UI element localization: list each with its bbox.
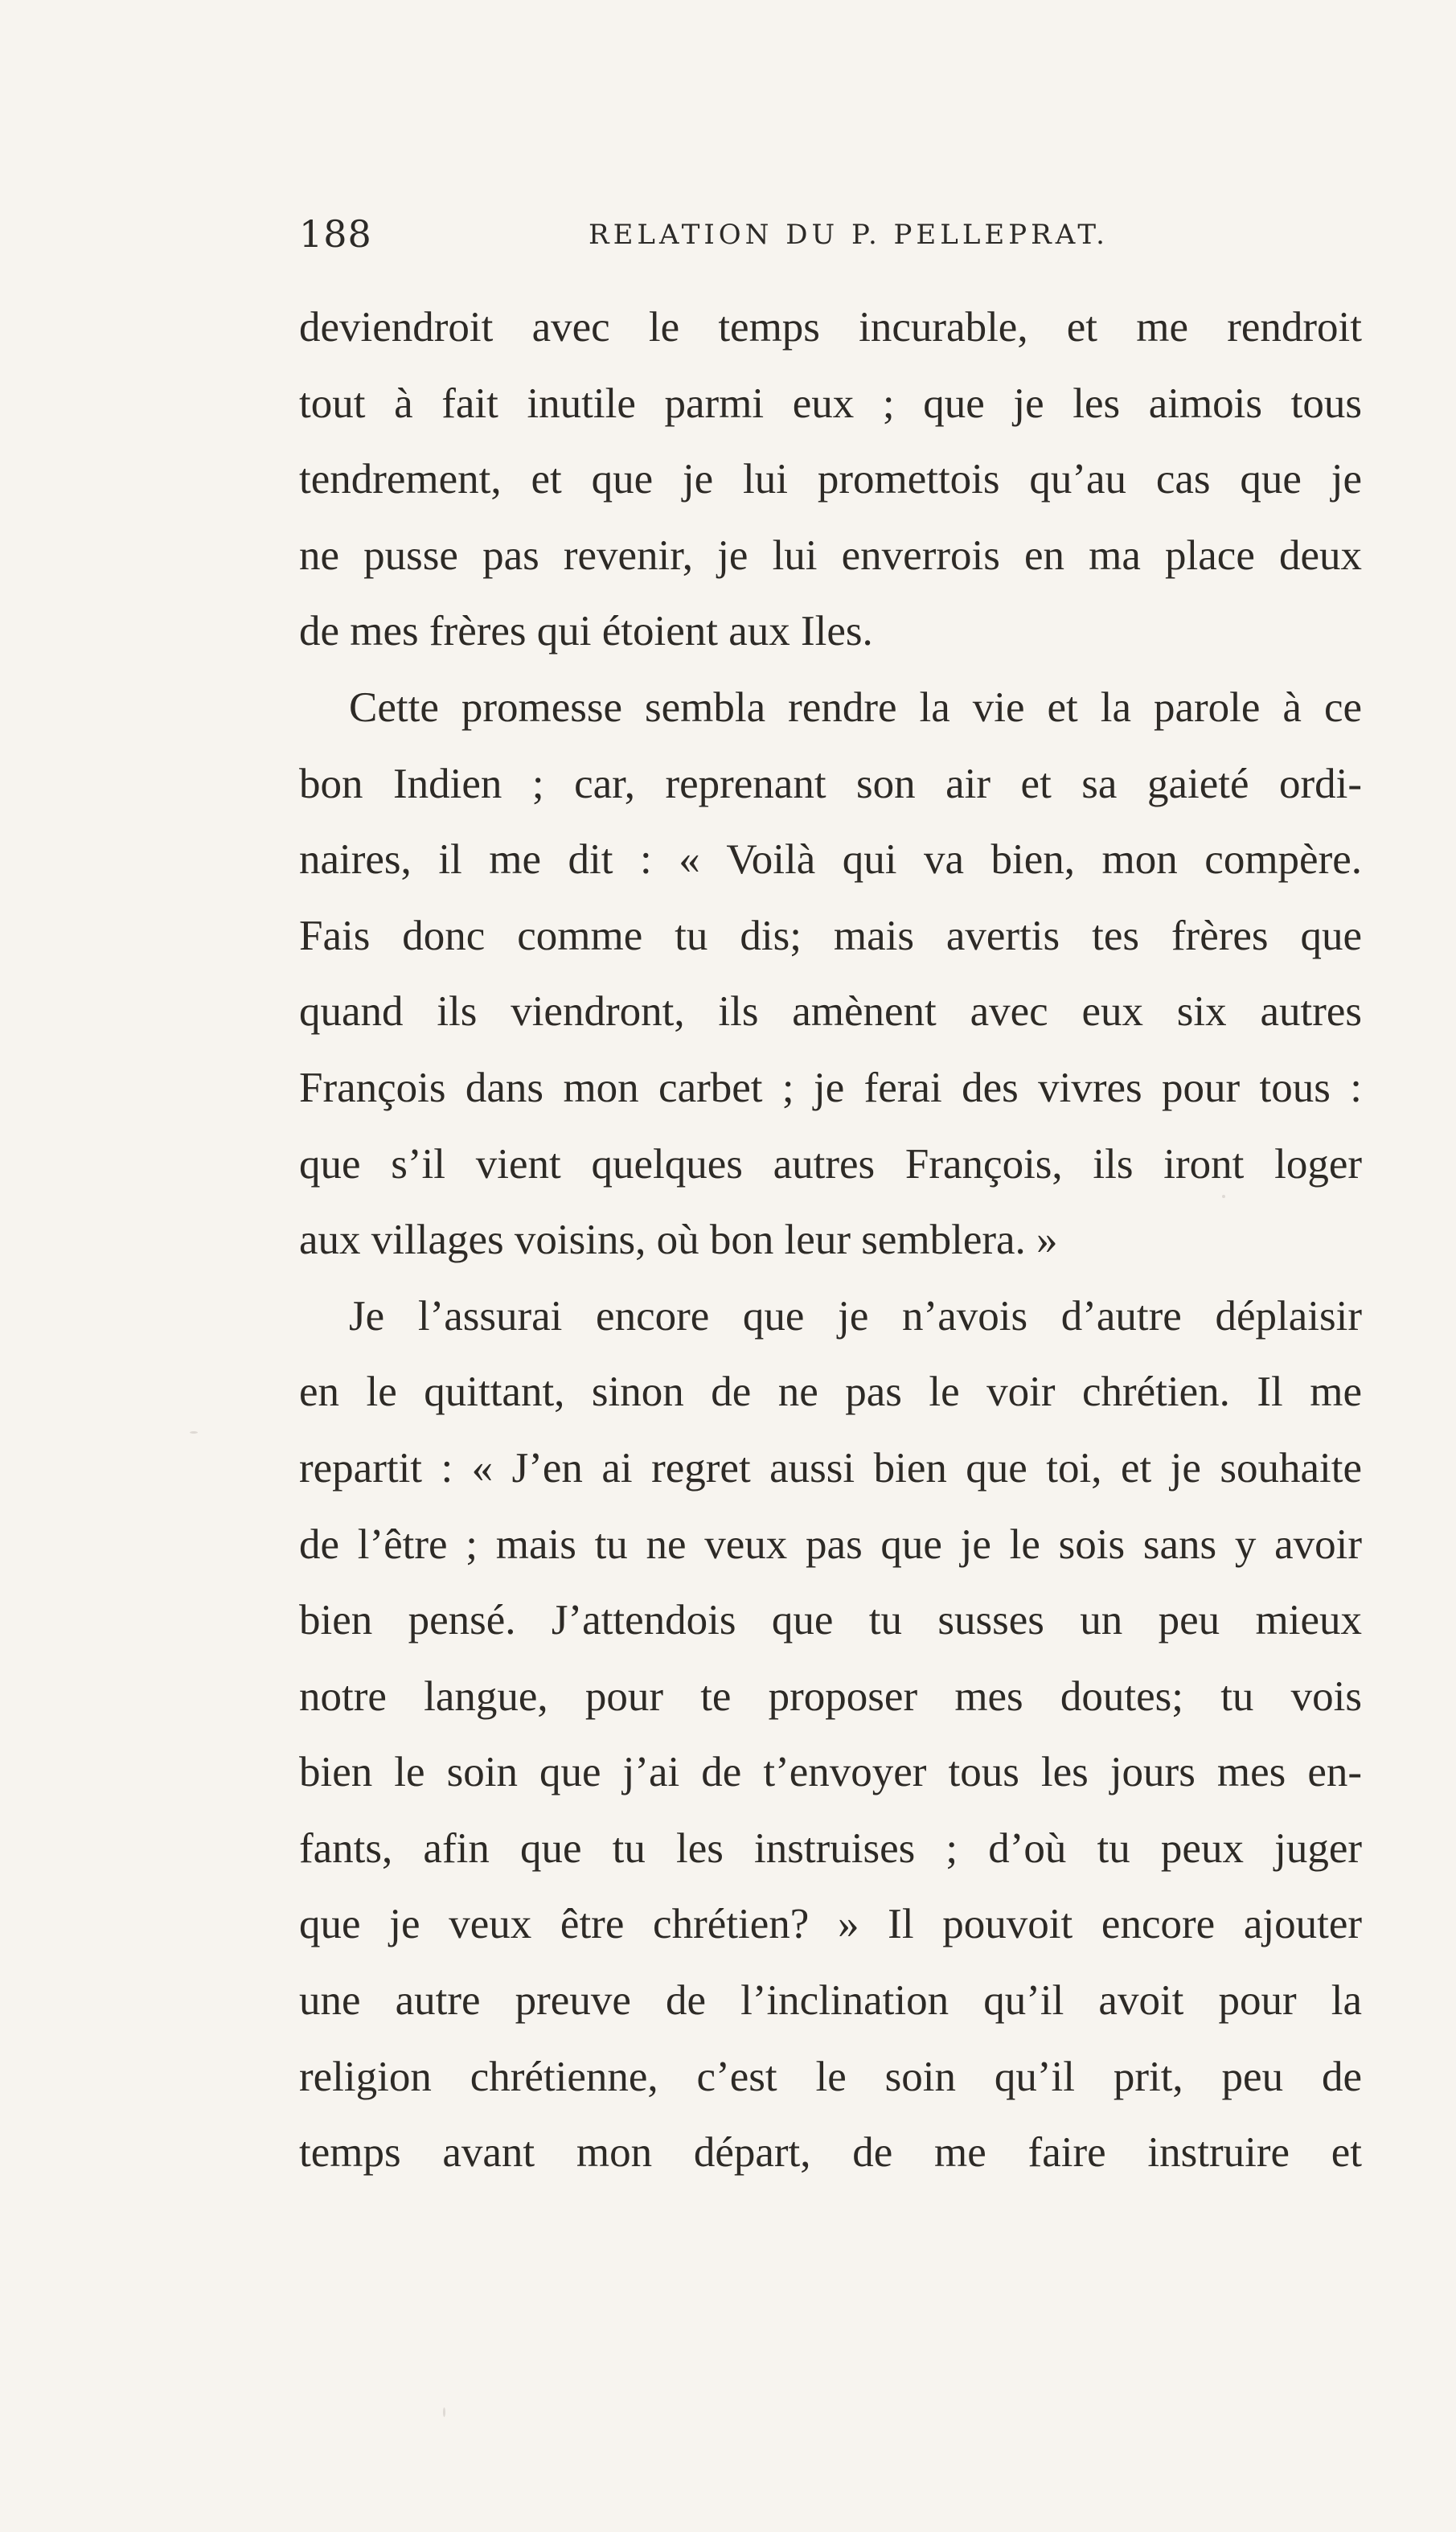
text-line: Fais donc comme tu dis; mais avertis tes frères que [299, 912, 1362, 959]
text-line: François dans mon carbet ; je ferai des vivres pour tous : [299, 1064, 1362, 1111]
running-head [299, 212, 1362, 277]
text-line: religion chrétienne, c’est le soin qu’il prit, peu de [299, 2053, 1362, 2100]
text-line: bon Indien ; car, reprenant son air et sa gaieté ordi- [299, 760, 1362, 807]
text-line: fants, afin que tu les instruises ; d’où tu peux juger [299, 1824, 1362, 1872]
text-line: quand ils viendront, ils amènent avec eux six autres [299, 988, 1362, 1036]
text-line: bien pensé. J’attendois que tu susses un peu mieux [299, 1597, 1362, 1644]
text-line: aux villages voisins, où bon leur semblera. » [299, 1217, 1058, 1264]
text-line: de l’être ; mais tu ne veux pas que je le sois sans y avoir [299, 1520, 1362, 1568]
text-line: notre langue, pour te proposer mes doutes; tu vois [299, 1672, 1362, 1720]
text-line: ne pusse pas revenir, je lui enverrois en ma place deux [299, 531, 1362, 579]
text-line: deviendroit avec le temps incurable, et me rendroit [299, 304, 1362, 351]
paper-speck [190, 1431, 198, 1434]
text-line: tout à fait inutile parmi eux ; que je les aimois tous [299, 380, 1362, 427]
text-line: que s’il vient quelques autres François, ils iront loger [299, 1140, 1362, 1188]
text-line: bien le soin que j’ai de t’envoyer tous les jours mes en- [299, 1749, 1362, 1796]
page-number: 188 [299, 212, 372, 256]
text-line: temps avant mon départ, de me faire instruire et [299, 2129, 1362, 2177]
text-line: une autre preuve de l’inclination qu’il avoit pour la [299, 1977, 1362, 2025]
text-line: que je veux être chrétien? » Il pouvoit encore ajouter [299, 1901, 1362, 1948]
text-line: de mes frères qui étoient aux Iles. [299, 608, 873, 655]
text-line: tendrement, et que je lui promettois qu’au cas que je [299, 456, 1362, 503]
text-line: naires, il me dit : « Voilà qui va bien, mon compère. [299, 836, 1362, 884]
paper-speck [443, 2407, 445, 2417]
text-line: Cette promesse sembla rendre la vie et la parole à ce [349, 683, 1362, 731]
text-line: repartit : « J’en ai regret aussi bien que toi, et je souhaite [299, 1444, 1362, 1492]
body-text [299, 289, 1362, 2191]
text-line: Je l’assurai encore que je n’avois d’autre déplaisir [349, 1292, 1362, 1340]
paper-speck [1222, 1195, 1225, 1198]
running-title: RELATION DU P. PELLEPRAT. [589, 219, 1109, 251]
text-line: en le quittant, sinon de ne pas le voir chrétien. Il me [299, 1369, 1362, 1416]
